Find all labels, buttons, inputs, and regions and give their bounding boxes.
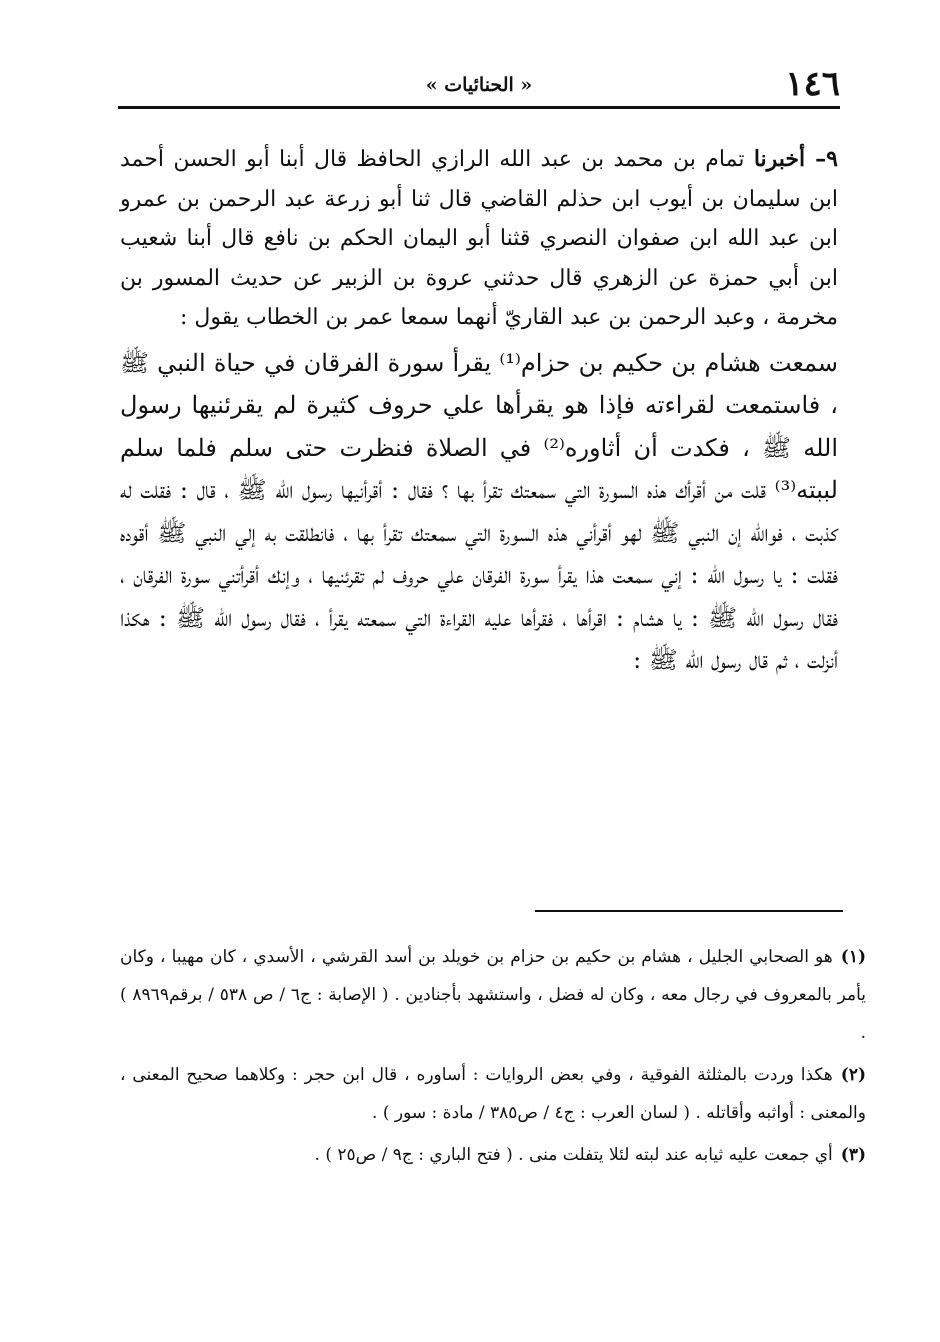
footnote-text: هو الصحابي الجليل ، هشام بن حكيم بن حزام بن خويلد بن أسد القرشي ، الأسدي ، كان مهيبا ، وكان يأمر بالمعروف في رجال معه ، وكان له فضل ، واستشهد بأجنادين . ( الإصابة : ج٦ / ص ٥٣٨ / برقم٨٩٦٩ ) .	[120, 947, 866, 1043]
footnote-text: أي جمعت عليه ثيابه عند لبته لئلا يتفلت منى . ( فتح الباري : ج٩ / ص٢٥ ) .	[314, 1145, 833, 1165]
footnotes	[120, 938, 866, 1178]
footnote-number: (١)	[840, 947, 866, 967]
footnote-separator	[535, 910, 843, 912]
hadith-matn: سمعت هشام بن حكيم بن حزام⁽¹⁾ يقرأ سورة الفرقان في حياة النبي ﷺ ، فاستمعت لقراءته فإذا هو يقرأها علي حروف كثيرة لم يقرئنيها رسول الله ﷺ ، فكدت أن أثاوره⁽²⁾ في الصلاة فنظرت حتى سلم فلما سلم لببته⁽³⁾ قلت من أقرأك هذه السورة التي سمعتك تقرأ بها ؟ فقال : أقرأنيها رسول الله ﷺ ، قال : فقلت له كذبت ، فوالله إن النبي ﷺ لهو أقرأني هذه السورة التي سمعتك تقرأ بها ، فانطلقت به إلي النبي ﷺ أقوده فقلت : يا رسول الله : إني سمعت هذا يقرأ سورة الفرقان علي حروف لم تقرئنيها ، وإنك أقرأتني سورة الفرقان ، فقال رسول الله ﷺ : يا هشام : اقرأها ، فقرأها عليه القراءة التي سمعته يقرأ ، فقال رسول الله ﷺ : هكذا أنزلت ، ثم قال رسول الله ﷺ :	[120, 348, 839, 674]
footnote-3	[120, 1136, 866, 1174]
footnote-number: (٣)	[840, 1145, 866, 1165]
hadith-text	[120, 140, 838, 682]
running-title: « الحنائيات »	[425, 74, 533, 96]
isnad-text: تمام بن محمد بن عبد الله الرازي الحافظ قال أبنا أبو الحسن أحمد ابن سليمان بن أيوب ابن حذلم القاضي قال ثنا أبو زرعة عبد الرحمن بن عمرو ابن عبد الله ابن صفوان النصري قثنا أبو اليمان الحكم بن نافع قال أبنا شعيب ابن أبي حمزة عن الزهري قال حدثني عروة بن الزبير عن حديث المسور بن مخرمة ، وعبد الرحمن بن عبد القاريّ أنهما سمعا عمر بن الخطاب يقول :	[120, 147, 838, 330]
hadith-number-lead: ٩– أخبرنا	[753, 146, 838, 172]
footnote-1	[120, 938, 866, 1052]
footnote-2	[120, 1056, 866, 1132]
page-header	[118, 62, 840, 106]
hadith-isnad	[120, 140, 838, 338]
header-rule	[118, 106, 840, 109]
footnote-text: هكذا وردت بالمثلثة الفوقية ، وفي بعض الروايات : أساوره ، قال ابن حجر : وكلاهما صحيح المعنى ، والمعنى : أواثبه وأقاتله . ( لسان العرب : ج٤ / ص٣٨٥ / مادة : سور ) .	[120, 1065, 866, 1123]
footnote-number: (٢)	[840, 1065, 866, 1085]
page-number: ١٤٦	[785, 64, 840, 104]
